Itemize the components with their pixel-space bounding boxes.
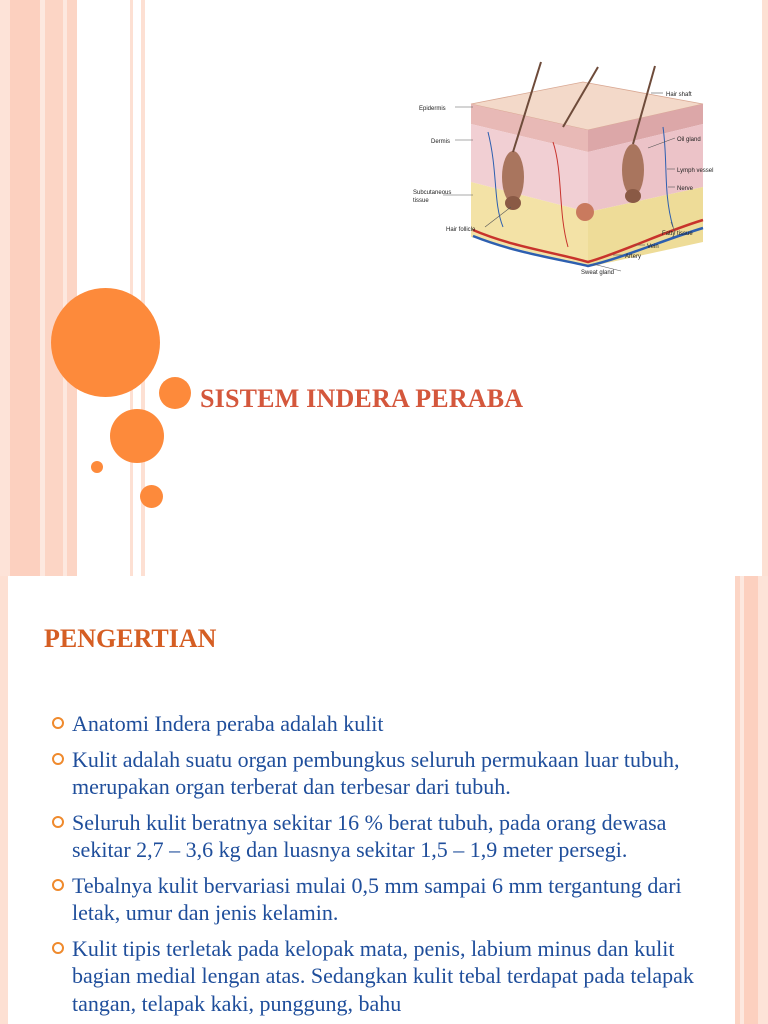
label-lymph-vessel: Lymph vessel <box>677 168 714 174</box>
label-oil-gland: Oil gland <box>677 137 701 143</box>
label-vein: Vein <box>647 244 659 250</box>
decorative-stripe <box>130 0 133 576</box>
label-nerve: Nerve <box>677 186 694 192</box>
ring-bullet-icon <box>52 816 64 828</box>
slide-2 <box>0 576 768 1024</box>
list-item: Kulit adalah suatu organ pembungkus seluruh permukaan luar tubuh, merupakan organ terberat dan terbesar dari tubuh. <box>52 746 722 801</box>
label-fatty-tissue: Fatty tissue <box>662 231 693 237</box>
decorative-circle-small <box>159 377 191 409</box>
ring-bullet-icon <box>52 942 64 954</box>
list-item: Kulit tipis terletak pada kelopak mata, penis, labium minus dan kulit bagian medial lengan atas. Sedangkan kulit tebal terdapat pada telapak tangan, telapak kaki, punggung, bahu <box>52 935 722 1018</box>
label-hair-follicle: Hair follicle <box>446 227 476 233</box>
label-artery: Artery <box>625 254 642 260</box>
decorative-stripe <box>744 576 758 1024</box>
skin-anatomy-diagram <box>413 52 723 280</box>
decorative-circle-small <box>140 485 163 508</box>
label-tissue: tissue <box>413 198 429 204</box>
label-epidermis: Epidermis <box>419 106 446 112</box>
section-title: PENGERTIAN <box>44 624 217 653</box>
list-item: Tebalnya kulit bervariasi mulai 0,5 mm sampai 6 mm tergantung dari letak, umur dan jenis kelamin. <box>52 872 722 927</box>
slide-title: SISTEM INDERA PERABA <box>200 384 524 413</box>
decorative-stripe <box>0 576 8 1024</box>
label-hair-shaft: Hair shaft <box>666 92 692 98</box>
decorative-stripe <box>0 0 10 576</box>
decorative-stripe <box>10 0 40 576</box>
decorative-circle-tiny <box>91 461 103 473</box>
list-item: Seluruh kulit beratnya sekitar 16 % berat tubuh, pada orang dewasa sekitar 2,7 – 3,6 kg dan luasnya sekitar 1,5 – 1,9 meter persegi. <box>52 809 722 864</box>
label-subcutaneous: Subcutaneous <box>413 190 452 196</box>
ring-bullet-icon <box>52 717 64 729</box>
decorative-stripe <box>45 0 63 576</box>
ring-bullet-icon <box>52 753 64 765</box>
decorative-stripe <box>67 0 77 576</box>
list-item: Anatomi Indera peraba adalah kulit <box>52 710 722 738</box>
bullet-list <box>52 710 722 1024</box>
decorative-circle-medium <box>110 409 164 463</box>
label-dermis: Dermis <box>431 139 450 145</box>
decorative-circle-large <box>51 288 160 397</box>
ring-bullet-icon <box>52 879 64 891</box>
decorative-stripe <box>762 0 768 576</box>
decorative-stripe <box>758 576 768 1024</box>
label-sweat-gland: Sweat gland <box>581 270 615 276</box>
